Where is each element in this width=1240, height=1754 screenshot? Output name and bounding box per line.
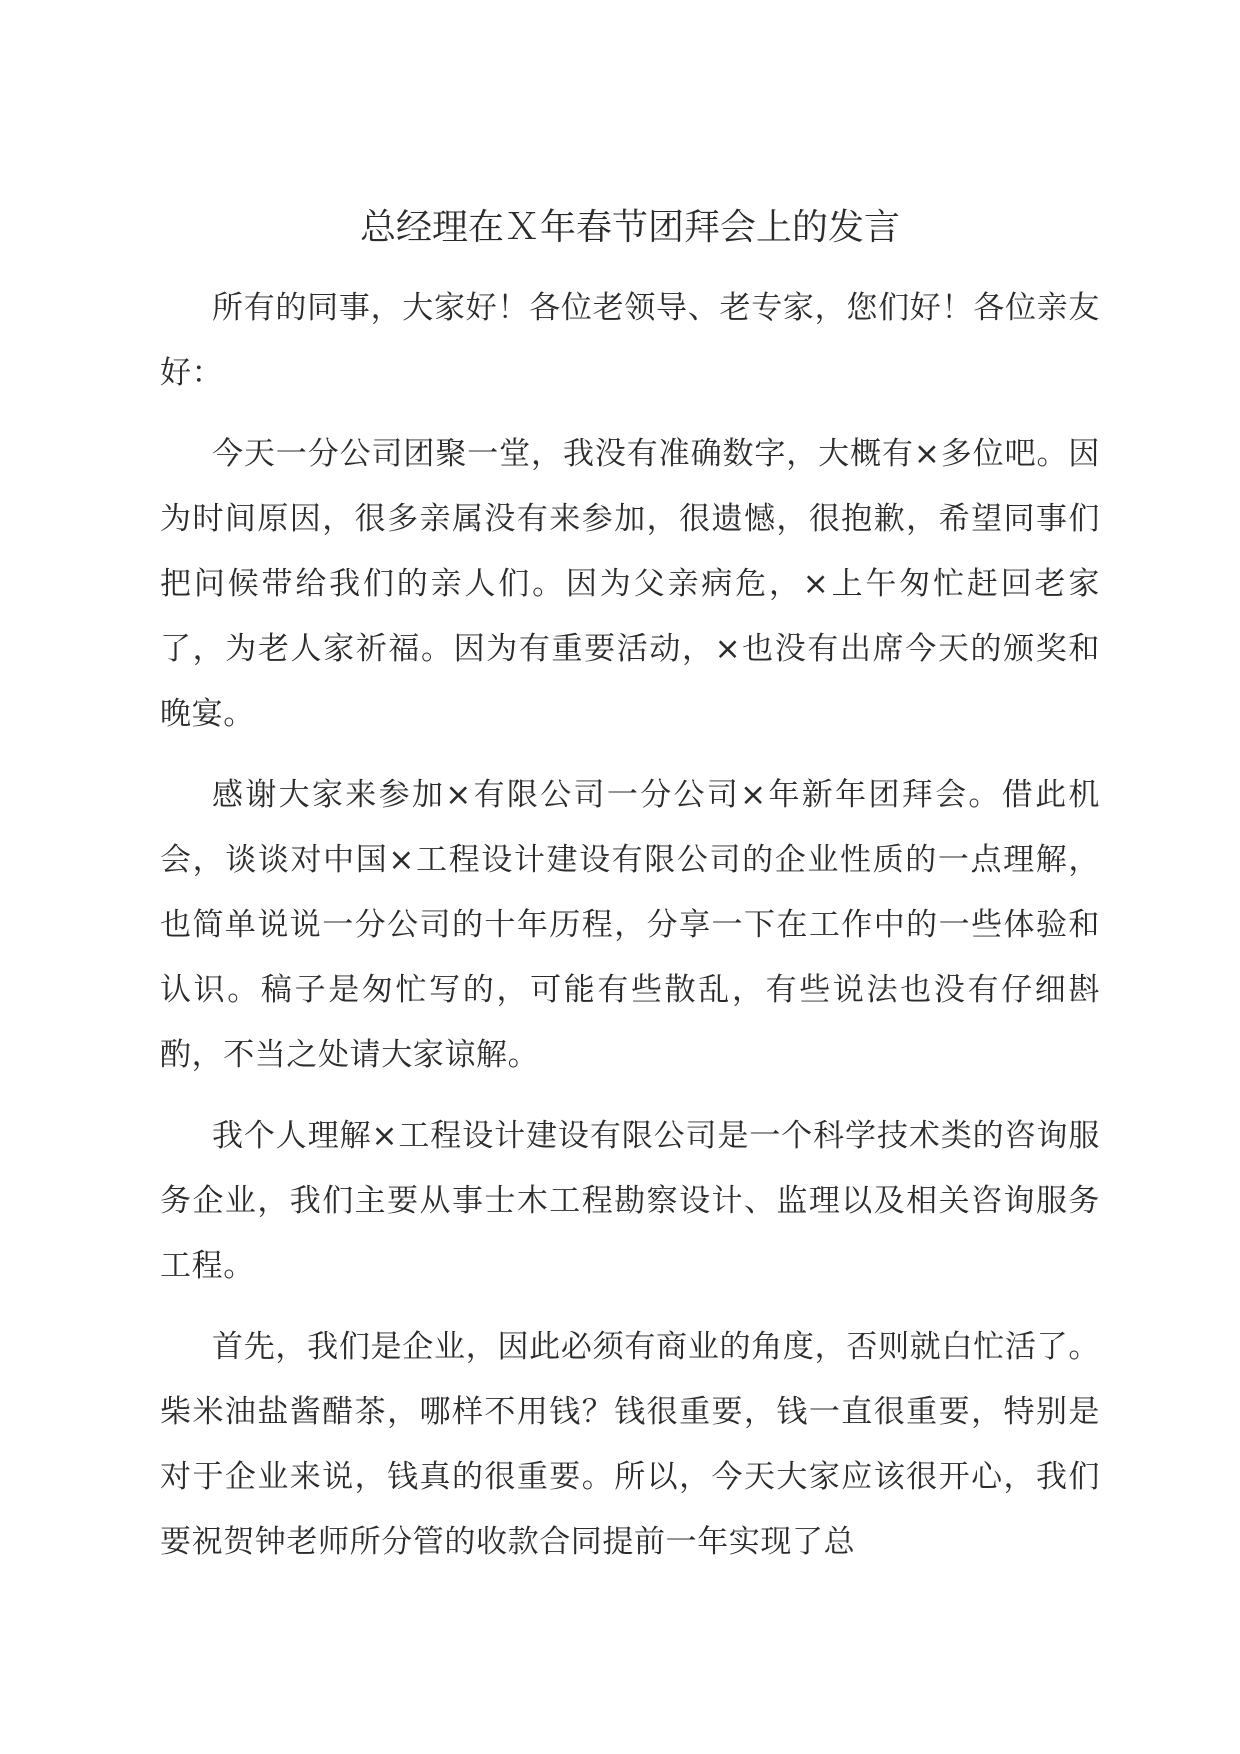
paragraph-business: 首先，我们是企业，因此必须有商业的角度，否则就白忙活了。柴米油盐酱醋茶，哪样不用钱？钱很重要，钱一直很重要，特别是对于企业来说，钱真的很重要。所以，今天大家应该很开心，我们要祝贺钟老师所分管的收款合同提前一年实现了总 [160, 1329, 1100, 1560]
paragraph-company-nature: 我个人理解×工程设计建设有限公司是一个科学技术类的咨询服务企业，我们主要从事士木工程勘察设计、监理以及相关咨询服务工程。 [160, 1118, 1100, 1284]
document-body [160, 276, 1100, 1591]
document-title: 总经理在Ｘ年春节团拜会上的发言 [359, 207, 900, 248]
paragraph-gathering: 今天一分公司团聚一堂，我没有准确数字，大概有×多位吧。因为时间原因，很多亲属没有来参加，很遗憾，很抱歉，希望同事们把问候带给我们的亲人们。因为父亲病危，×上午匆忙赶回老家了，为老人家祈福。因为有重要活动，×也没有出席今天的颁奖和晚宴。 [160, 436, 1100, 732]
paragraph-thanks: 感谢大家来参加×有限公司一分公司×年新年团拜会。借此机会，谈谈对中国×工程设计建设有限公司的企业性质的一点理解，也简单说说一分公司的十年历程，分享一下在工作中的一些体验和认识。稿子是匆忙写的，可能有些散乱，有些说法也没有仔细斟酌，不当之处请大家谅解。 [160, 777, 1100, 1073]
paragraph-greeting: 所有的同事，大家好！各位老领导、老专家，您们好！各位亲友好： [160, 290, 1100, 391]
